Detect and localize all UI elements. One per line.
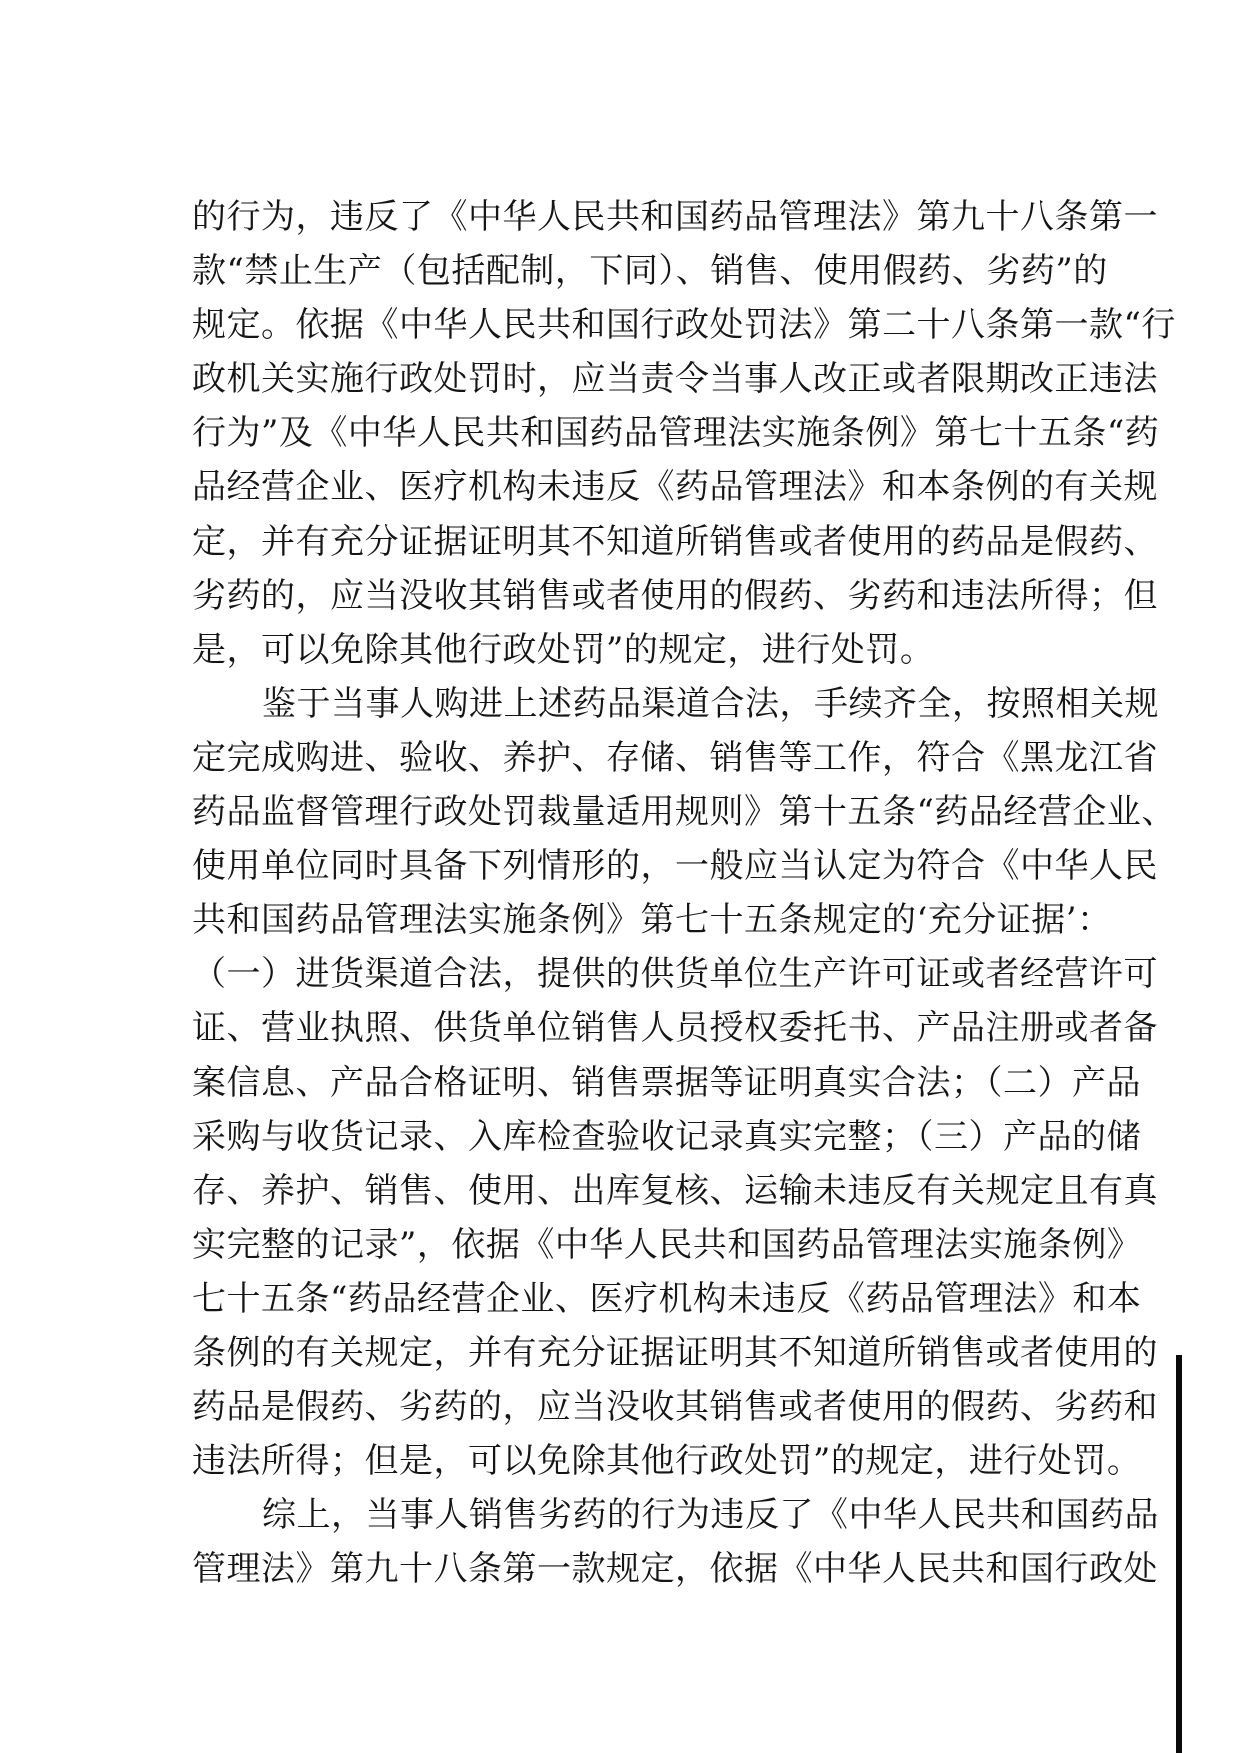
body-text [192, 190, 1176, 1596]
text-line: 使用单位同时具备下列情形的，一般应当认定为符合《中华人民 [192, 846, 1158, 887]
text-line: 管理法》第九十八条第一款规定，依据《中华人民共和国行政处 [192, 1549, 1158, 1590]
text-line: 药品监督管理行政处罚裁量适用规则》第十五条“药品经营企业、 [192, 792, 1176, 833]
text-line: 七十五条“药品经营企业、医疗机构未违反《药品管理法》和本 [192, 1278, 1142, 1319]
text-line: 证、营业执照、供货单位销售人员授权委托书、产品注册或者备 [192, 1008, 1158, 1049]
text-line: 条例的有关规定，并有充分证据证明其不知道所销售或者使用的 [192, 1332, 1158, 1373]
text-line: 行为”及《中华人民共和国药品管理法实施条例》第七十五条“药 [192, 413, 1160, 454]
text-line: 是，可以免除其他行政处罚”的规定，进行处罚。 [192, 629, 935, 670]
text-line: 定完成购进、验收、养护、存储、销售等工作，符合《黑龙江省 [192, 737, 1158, 778]
scan-edge-mark [1176, 1355, 1182, 1753]
text-line: 规定。依据《中华人民共和国行政处罚法》第二十八条第一款“行 [192, 305, 1176, 346]
text-line: 品经营企业、医疗机构未违反《药品管理法》和本条例的有关规 [192, 467, 1158, 508]
text-line: 违法所得；但是，可以免除其他行政处罚”的规定，进行处罚。 [192, 1441, 1142, 1482]
paragraph-start-line: 综上，当事人销售劣药的行为违反了《中华人民共和国药品 [262, 1495, 1159, 1536]
text-line: 的行为，违反了《中华人民共和国药品管理法》第九十八条第一 [192, 197, 1158, 237]
text-line: 定，并有充分证据证明其不知道所销售或者使用的药品是假药、 [192, 521, 1158, 562]
text-line: 政机关实施行政处罚时，应当责令当事人改正或者限期改正违法 [192, 359, 1158, 400]
text-line: 款“禁止生产（包括配制，下同）、销售、使用假药、劣药”的 [192, 251, 1108, 292]
paragraph-start-line: 鉴于当事人购进上述药品渠道合法，手续齐全，按照相关规 [262, 683, 1159, 724]
text-line: （一）进货渠道合法，提供的供货单位生产许可证或者经营许可 [192, 954, 1158, 995]
text-line: 存、养护、销售、使用、出库复核、运输未违反有关规定且有真 [192, 1170, 1158, 1211]
text-line: 实完整的记录”，依据《中华人民共和国药品管理法实施条例》 [192, 1224, 1142, 1265]
text-line: 采购与收货记录、入库检查验收记录真实完整；（三）产品的储 [192, 1116, 1141, 1157]
text-line: 药品是假药、劣药的，应当没收其销售或者使用的假药、劣药和 [192, 1387, 1158, 1428]
text-line: 案信息、产品合格证明、销售票据等证明真实合法；（二）产品 [192, 1062, 1141, 1103]
text-line: 劣药的，应当没收其销售或者使用的假药、劣药和违法所得；但 [192, 575, 1158, 616]
text-line: 共和国药品管理法实施条例》第七十五条规定的‘充分证据’： [192, 900, 1112, 941]
